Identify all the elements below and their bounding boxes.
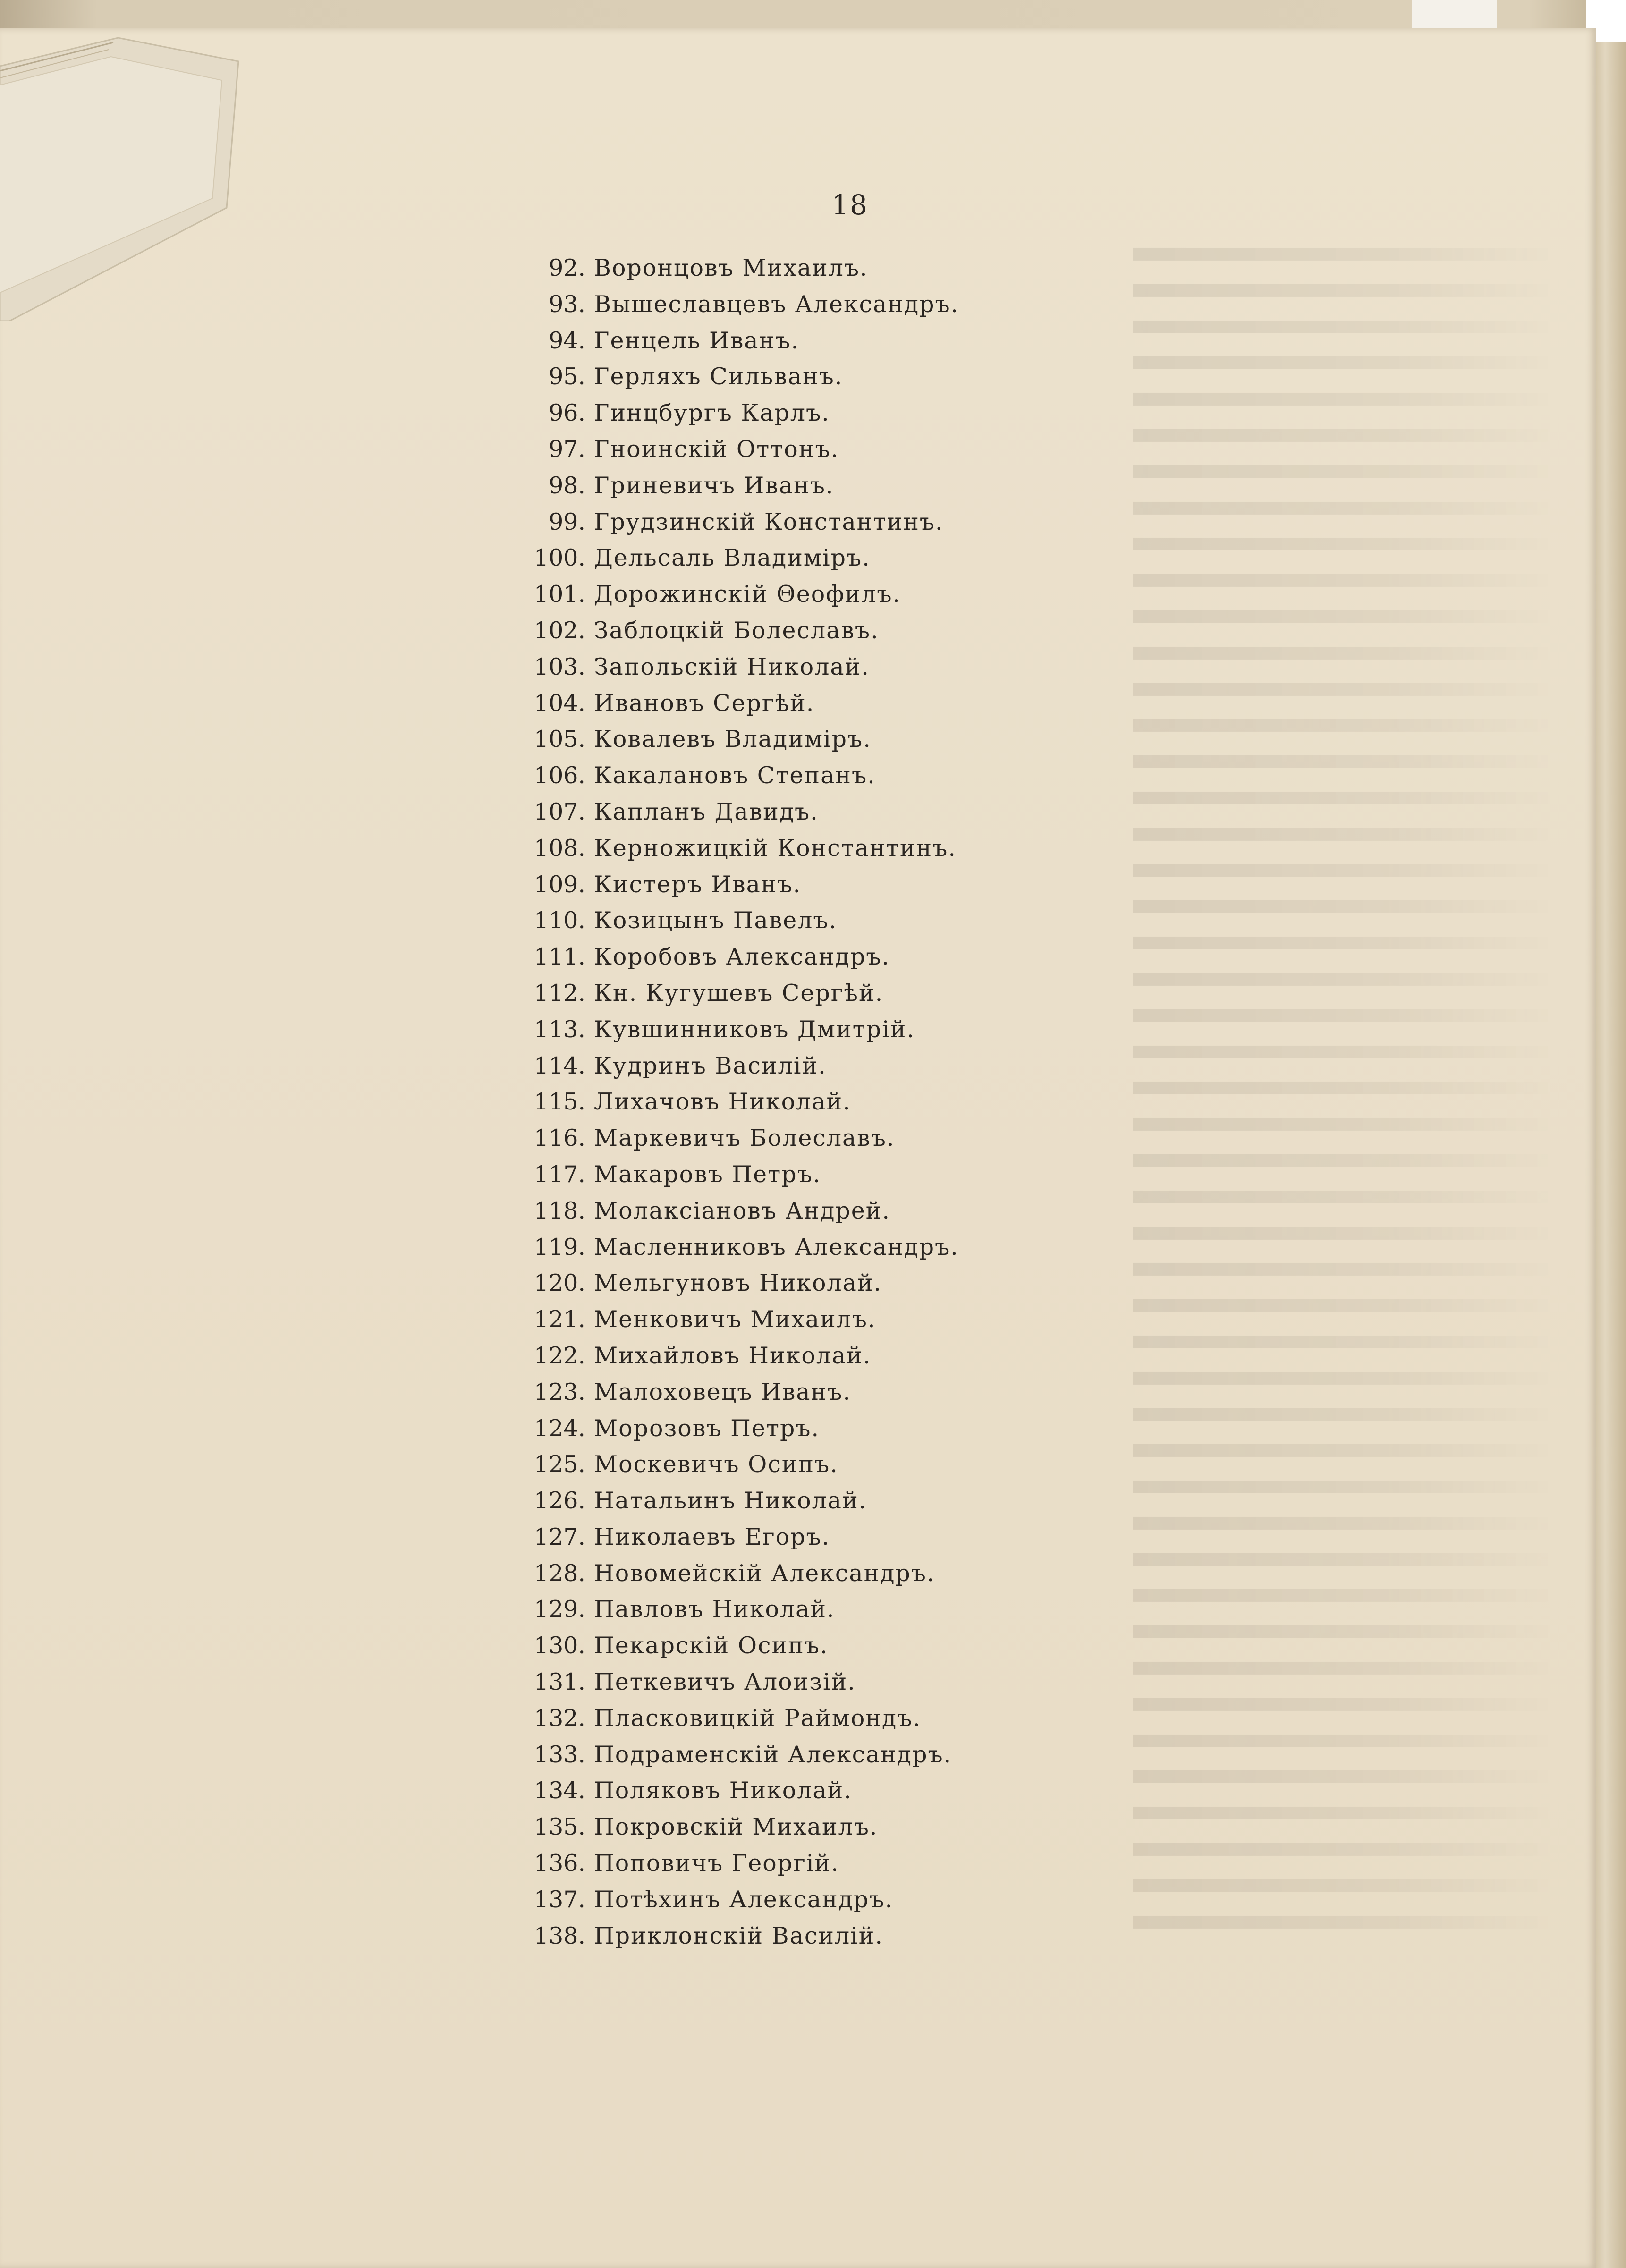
roster-entry	[500, 1411, 1209, 1447]
roster-entry	[500, 395, 1209, 432]
roster-entry	[500, 1918, 1209, 1955]
roster-entry-name: Мельгуновъ Николай.	[594, 1269, 882, 1297]
roster-entry-number: 107.	[534, 798, 585, 825]
roster-entry-name: Дельсаль Владиміръ.	[594, 544, 871, 572]
roster-entry	[500, 323, 1209, 359]
roster-entry-name: Приклонскій Василій.	[594, 1922, 883, 1949]
roster-entry-number: 108.	[534, 834, 585, 862]
roster-entry-name: Гноинскій Оттонъ.	[594, 435, 839, 463]
roster-entry	[500, 685, 1209, 722]
roster-entry-name: Молаксіановъ Андрей.	[594, 1197, 890, 1224]
roster-entry	[500, 649, 1209, 685]
roster-entry-number: 134.	[534, 1777, 585, 1804]
roster-entry-name: Дорожинскій Θеофилъ.	[594, 581, 901, 608]
roster-entry	[500, 758, 1209, 794]
roster-entry-number: 131.	[534, 1668, 585, 1696]
roster-entry-number: 127.	[534, 1523, 585, 1550]
roster-entry-name: Гинцбургъ Карлъ.	[594, 399, 830, 427]
roster-entry	[500, 1519, 1209, 1556]
roster-entry-name: Петкевичъ Алоизій.	[594, 1668, 856, 1696]
roster-entry-name: Кувшинниковъ Дмитрій.	[594, 1016, 915, 1043]
roster-entry-number: 97.	[549, 435, 585, 463]
roster-entry-number: 92.	[549, 254, 585, 281]
roster-entry	[500, 1737, 1209, 1773]
roster-entry-name: Ивановъ Сергѣй.	[594, 689, 815, 717]
roster-entry	[500, 867, 1209, 903]
roster-entry-name: Капланъ Давидъ.	[594, 798, 819, 825]
roster-entry-number: 136.	[534, 1850, 585, 1877]
roster-entry-number: 132.	[534, 1704, 585, 1732]
roster-entry-number: 106.	[534, 762, 585, 789]
roster-entry-number: 138.	[534, 1922, 585, 1949]
roster-entry-number: 94.	[549, 327, 585, 354]
roster-entry	[500, 794, 1209, 830]
roster-entry-name: Генцель Иванъ.	[594, 327, 799, 354]
roster-entry-name: Пласковицкій Раймондъ.	[594, 1704, 921, 1732]
roster-entry	[500, 1882, 1209, 1918]
roster-entry	[500, 1229, 1209, 1266]
roster-entry-number: 103.	[534, 653, 585, 680]
roster-entry-number: 125.	[534, 1451, 585, 1478]
roster-entry-name: Менковичъ Михаилъ.	[594, 1306, 876, 1333]
roster-entry-number: 93.	[549, 290, 585, 318]
roster-entry-number: 118.	[534, 1197, 585, 1224]
roster-entry-number: 98.	[549, 472, 585, 499]
roster-entry-name: Поповичъ Георгій.	[594, 1850, 839, 1877]
roster-entry-number: 119.	[534, 1233, 585, 1261]
roster-entry-number: 126.	[534, 1487, 585, 1515]
roster-entry-number: 120.	[534, 1269, 585, 1297]
roster-entry-name: Москевичъ Осипъ.	[594, 1451, 838, 1478]
roster-entry-number: 116.	[534, 1125, 585, 1152]
roster-entry	[500, 1809, 1209, 1845]
roster-entry-number: 135.	[534, 1813, 585, 1841]
roster-entry	[500, 1193, 1209, 1229]
roster-entry-name: Кн. Кугушевъ Сергѣй.	[594, 979, 884, 1007]
roster-entry	[500, 721, 1209, 758]
roster-entry	[500, 540, 1209, 576]
roster-entry-number: 95.	[549, 363, 585, 390]
roster-entry-name: Ковалевъ Владиміръ.	[594, 726, 872, 753]
roster-entry-number: 133.	[534, 1741, 585, 1768]
roster-entry-name: Какалановъ Степанъ.	[594, 762, 876, 789]
roster-entry-number: 129.	[534, 1596, 585, 1623]
binding-edge	[1591, 42, 1626, 2268]
roster-entry-number: 96.	[549, 399, 585, 427]
roster-entry-name: Керножицкій Константинъ.	[594, 834, 957, 862]
roster-entry-name: Подраменскій Александръ.	[594, 1741, 952, 1768]
roster-entry-name: Масленниковъ Александръ.	[594, 1233, 959, 1261]
roster-entry	[500, 1591, 1209, 1628]
roster-entry-name: Гриневичъ Иванъ.	[594, 472, 834, 499]
roster-entry-name: Грудзинскій Константинъ.	[594, 508, 944, 535]
roster-entry	[500, 1701, 1209, 1737]
roster-entry	[500, 1447, 1209, 1483]
roster-entry-name: Потѣхинъ Александръ.	[594, 1886, 894, 1913]
roster-entry-name: Морозовъ Петръ.	[594, 1414, 820, 1442]
roster-entry	[500, 250, 1209, 287]
roster-entry	[500, 613, 1209, 649]
roster-entry	[500, 1628, 1209, 1664]
roster-entry-number: 101.	[534, 581, 585, 608]
roster-entry	[500, 1773, 1209, 1809]
roster-entry	[500, 1120, 1209, 1157]
roster-entry-name: Михайловъ Николай.	[594, 1342, 872, 1369]
roster-entry-number: 111.	[534, 943, 585, 971]
roster-entry-name: Герляхъ Сильванъ.	[594, 363, 843, 390]
roster-entry-number: 130.	[534, 1632, 585, 1659]
roster-entry-name: Вышеславцевъ Александръ.	[594, 290, 959, 318]
roster-entry-number: 109.	[534, 871, 585, 898]
roster-entry	[500, 1556, 1209, 1592]
roster-entry	[500, 1664, 1209, 1701]
roster-entry-name: Новомейскій Александръ.	[594, 1559, 935, 1587]
roster-entry-number: 124.	[534, 1414, 585, 1442]
roster-entry-number: 115.	[534, 1088, 585, 1116]
roster-entry	[500, 830, 1209, 867]
roster-entry	[500, 1048, 1209, 1084]
roster-entry-name: Малоховецъ Иванъ.	[594, 1378, 851, 1405]
roster-entry-number: 100.	[534, 544, 585, 572]
roster-entry	[500, 975, 1209, 1012]
name-roster	[500, 250, 1209, 1954]
roster-entry	[500, 432, 1209, 468]
roster-entry-number: 121.	[534, 1306, 585, 1333]
roster-entry	[500, 287, 1209, 323]
roster-entry	[500, 468, 1209, 504]
roster-entry-name: Натальинъ Николай.	[594, 1487, 867, 1515]
roster-entry	[500, 1338, 1209, 1374]
roster-entry-name: Кистеръ Иванъ.	[594, 871, 802, 898]
roster-entry-number: 122.	[534, 1342, 585, 1369]
roster-entry-name: Макаровъ Петръ.	[594, 1160, 821, 1188]
roster-entry	[500, 1483, 1209, 1519]
roster-entry-number: 104.	[534, 689, 585, 717]
roster-entry-number: 110.	[534, 907, 585, 934]
roster-entry	[500, 504, 1209, 541]
roster-entry	[500, 1845, 1209, 1882]
roster-entry-number: 105.	[534, 726, 585, 753]
page-number: 18	[831, 189, 868, 221]
roster-entry	[500, 903, 1209, 939]
roster-entry	[500, 939, 1209, 975]
roster-entry-number: 123.	[534, 1378, 585, 1405]
roster-entry-number: 117.	[534, 1160, 585, 1188]
roster-entry	[500, 1084, 1209, 1120]
roster-entry-number: 99.	[549, 508, 585, 535]
roster-entry-name: Покровскій Михаилъ.	[594, 1813, 878, 1841]
roster-entry	[500, 1302, 1209, 1338]
roster-entry	[500, 1012, 1209, 1048]
roster-entry-name: Козицынъ Павелъ.	[594, 907, 838, 934]
roster-entry-name: Запольскій Николай.	[594, 653, 870, 680]
roster-entry-name: Павловъ Николай.	[594, 1596, 835, 1623]
roster-entry	[500, 576, 1209, 613]
roster-entry-name: Пекарскій Осипъ.	[594, 1632, 829, 1659]
roster-entry-name: Лихачовъ Николай.	[594, 1088, 851, 1116]
roster-entry-number: 102.	[534, 617, 585, 644]
roster-entry-name: Заблоцкій Болеславъ.	[594, 617, 879, 644]
roster-entry-number: 113.	[534, 1016, 585, 1043]
roster-entry-number: 128.	[534, 1559, 585, 1587]
roster-entry-name: Воронцовъ Михаилъ.	[594, 254, 868, 281]
roster-entry-name: Кудринъ Василій.	[594, 1052, 827, 1079]
roster-entry-number: 137.	[534, 1886, 585, 1913]
roster-entry	[500, 1265, 1209, 1302]
roster-entry	[500, 1374, 1209, 1411]
roster-entry-number: 114.	[534, 1052, 585, 1079]
roster-entry-name: Коробовъ Александръ.	[594, 943, 890, 971]
roster-entry	[500, 359, 1209, 395]
roster-entry	[500, 1157, 1209, 1193]
roster-entry-number: 112.	[534, 979, 585, 1007]
roster-entry-name: Маркевичъ Болеславъ.	[594, 1125, 895, 1152]
roster-entry-name: Николаевъ Егоръ.	[594, 1523, 830, 1550]
roster-entry-name: Поляковъ Николай.	[594, 1777, 852, 1804]
